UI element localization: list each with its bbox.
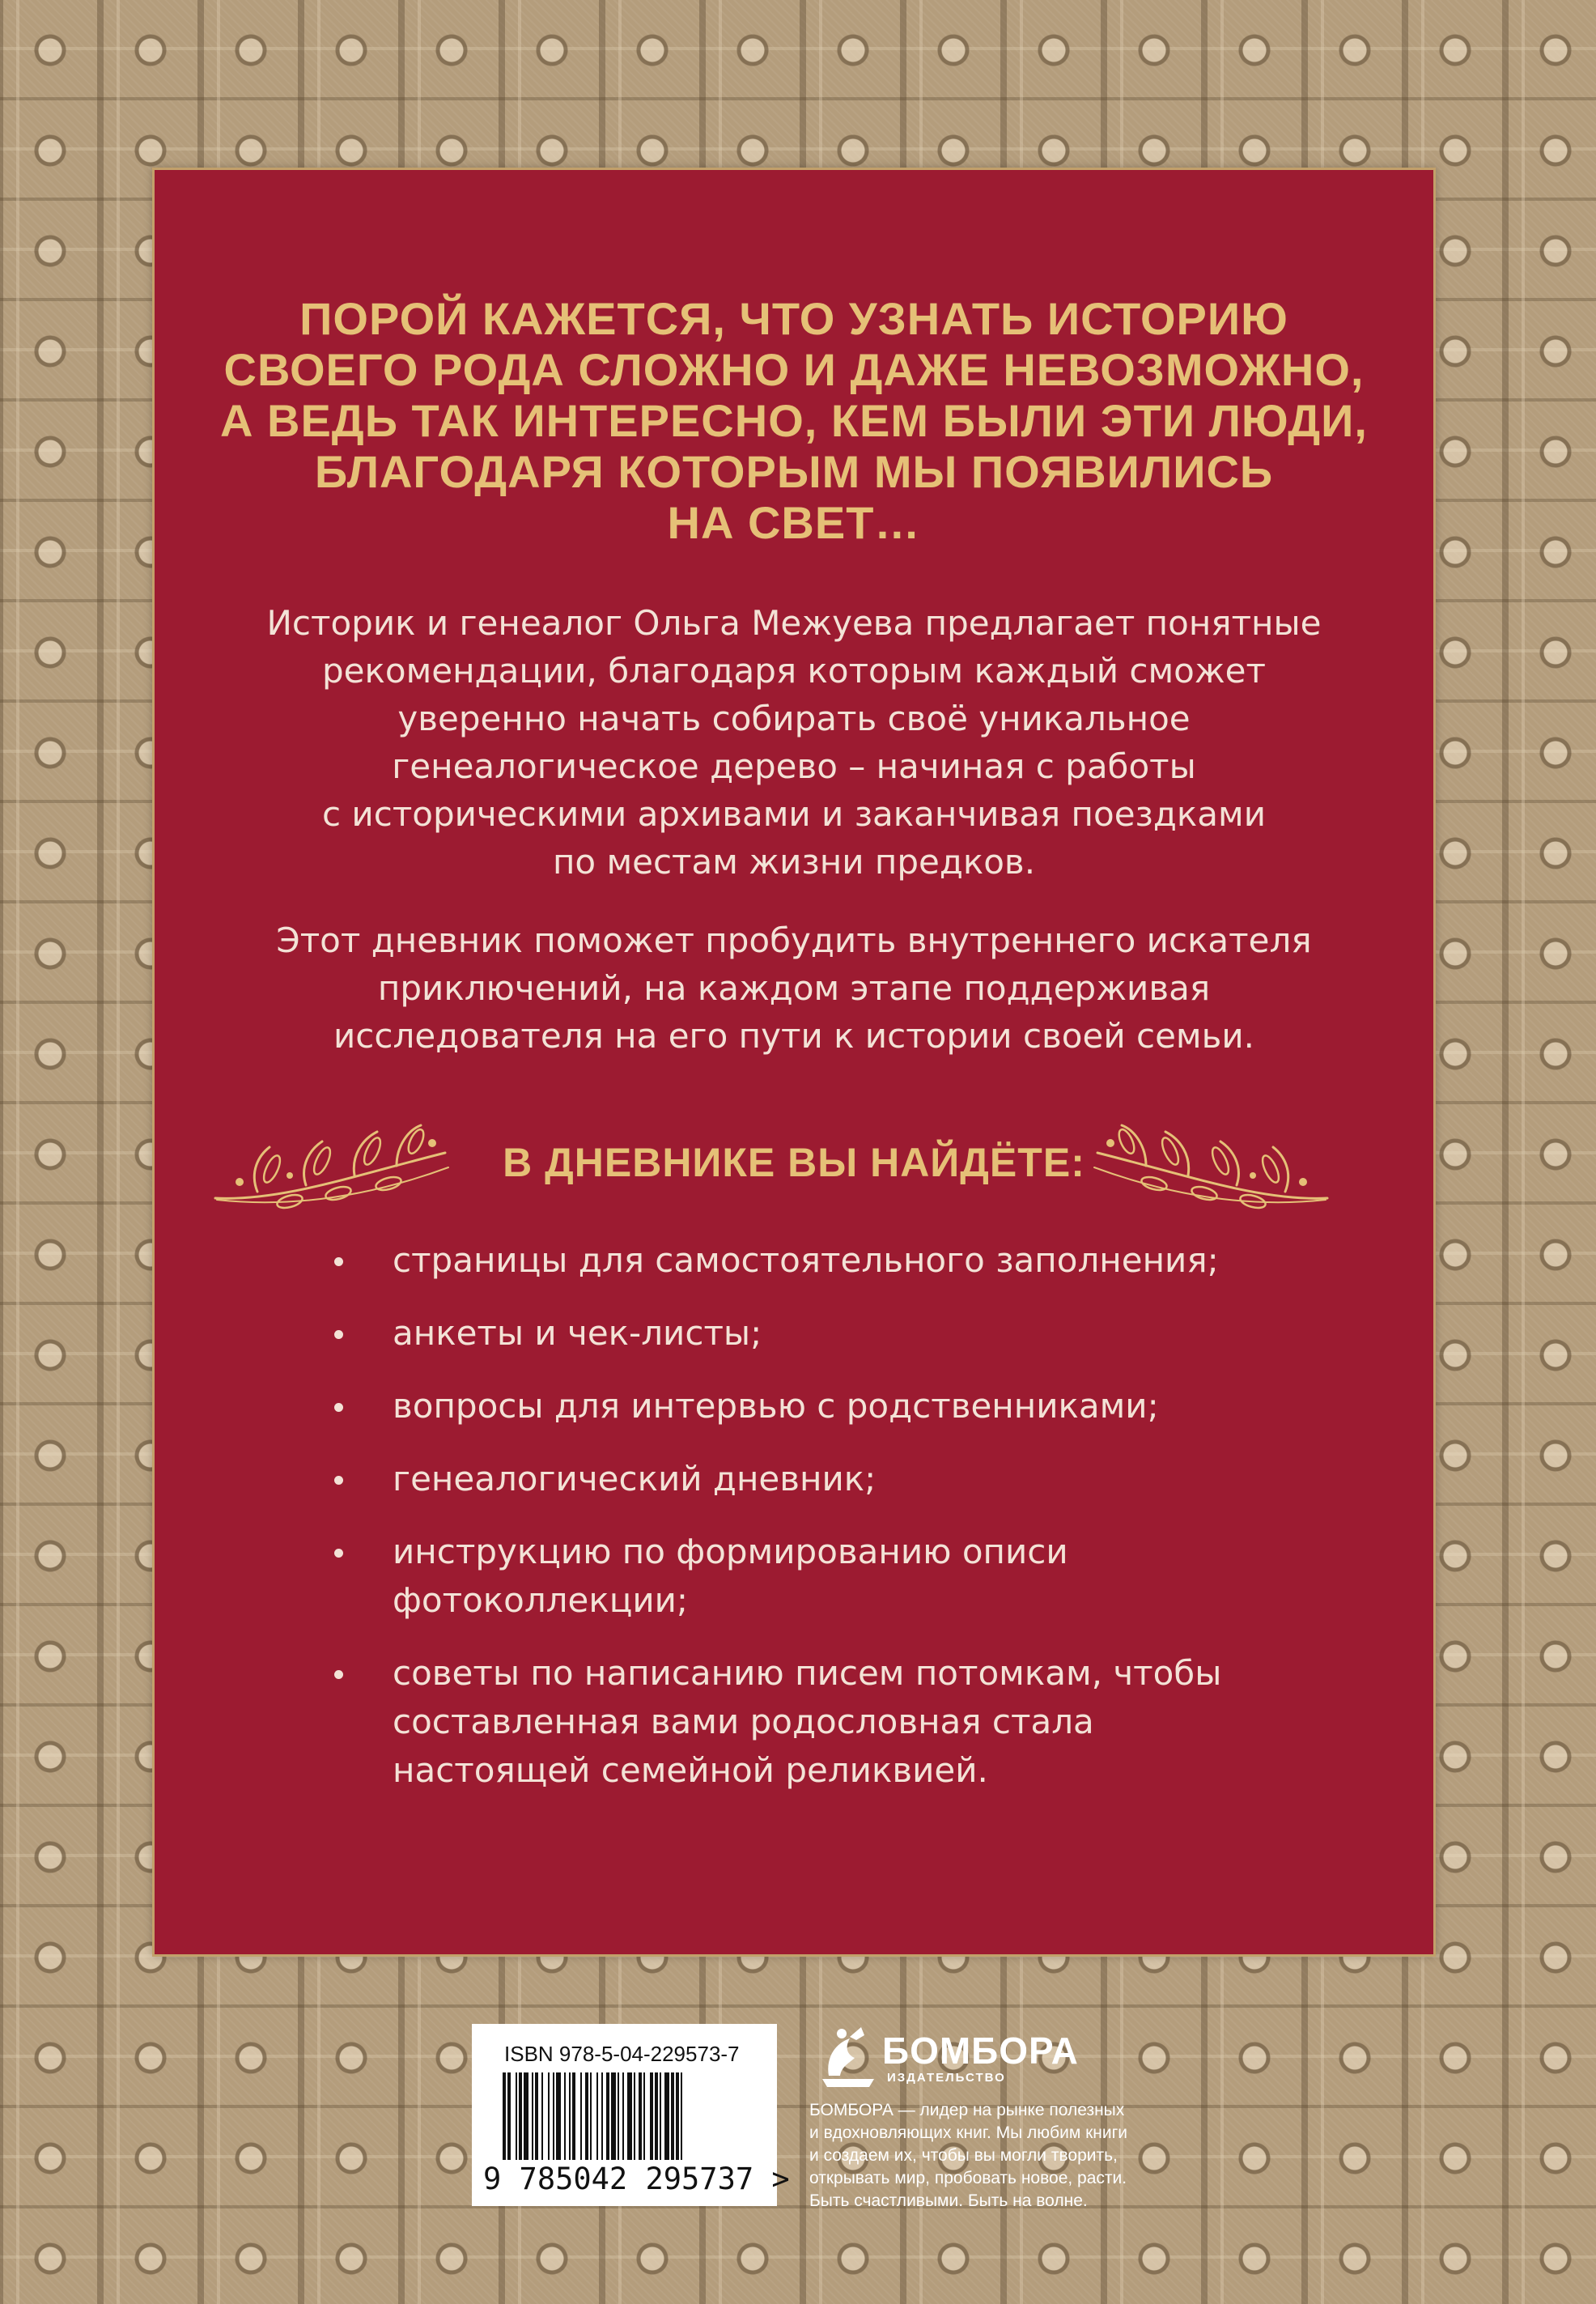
publisher-logo [817,2022,1079,2090]
paragraph-line: приключений, на каждом этапе поддерживая [377,968,1211,1008]
publisher-description-line: и создаем их, чтобы вы могли творить, [809,2146,1118,2165]
paragraph-line: рекомендации, благодаря которым каждый сможет [322,651,1266,691]
list-item-line: настоящей семейной реликвией. [393,1750,988,1790]
list-item-line: вопросы для интервью с родственниками; [393,1386,1159,1426]
intro-line: СВОЕГО РОДА СЛОЖНО И ДАЖЕ НЕВОЗМОЖНО, [223,344,1365,395]
publisher-name: БОМБОРА [882,2030,1079,2072]
publisher-description-line: открывать мир, пробовать новое, расти. [809,2169,1127,2187]
description-paragraph [152,599,1436,886]
purpose-paragraph [152,916,1436,1060]
list-item-line: анкеты и чек-листы; [393,1313,762,1353]
paragraph-line: генеалогическое дерево – начиная с работы [392,746,1196,786]
list-item-line: страницы для самостоятельного заполнения; [393,1240,1219,1280]
list-item [334,1528,1386,1625]
intro-line: БЛАГОДАРЯ КОТОРЫМ МЫ ПОЯВИЛИСЬ [314,446,1274,497]
paragraph-line: исследователя на его пути к истории своей семьи. [333,1016,1254,1056]
publisher-subtitle: ИЗДАТЕЛЬСТВО [887,2071,1006,2085]
list-item-line: генеалогический дневник; [393,1459,877,1498]
list-item-line: советы по написанию писем потомкам, чтобы [393,1653,1222,1693]
paragraph-line: Этот дневник поможет пробудить внутреннего искателя [276,920,1312,960]
section-heading-row [152,1111,1436,1224]
paragraph-line: уверенно начать собирать своё уникальное [397,699,1191,738]
intro-line: НА СВЕТ… [667,497,921,548]
barcode-digits: 9 785042 295737 > [483,2162,790,2196]
paragraph-line: с историческими архивами и заканчивая поездками [321,794,1266,834]
bombora-logo-icon [817,2022,879,2090]
list-item-line: фотоколлекции; [393,1580,689,1620]
red-text-panel [152,168,1436,1957]
laurel-sprig-icon [1091,1111,1334,1224]
intro-headline [152,293,1436,548]
features-list [334,1236,1386,1819]
publisher-description-line: и вдохновляющих книг. Мы любим книги [809,2123,1127,2142]
isbn-barcode [472,2024,790,2206]
paragraph-line: по местам жизни предков. [552,842,1036,882]
paragraph-line: Историк и генеалог Ольга Межуева предлагает понятные [266,603,1322,643]
section-heading: В ДНЕВНИКЕ ВЫ НАЙДЁТЕ: [503,1140,1085,1185]
intro-line: А ВЕДЬ ТАК ИНТЕРЕСНО, КЕМ БЫЛИ ЭТИ ЛЮДИ, [220,395,1368,446]
publisher-description [809,2099,1214,2213]
list-item [334,1455,1386,1503]
intro-line: ПОРОЙ КАЖЕТСЯ, ЧТО УЗНАТЬ ИСТОРИЮ [299,293,1288,344]
list-item [334,1236,1386,1285]
publisher-description-line: Быть счастливыми. Быть на волне. [809,2191,1088,2210]
isbn-label: ISBN 978-5-04-229573-7 [504,2042,740,2066]
barcode-icon [503,2072,745,2160]
list-item-line: инструкцию по формированию описи [393,1532,1068,1571]
list-item-line: составленная вами родословная стала [393,1702,1094,1741]
list-item [334,1649,1386,1795]
list-item [334,1382,1386,1430]
list-item [334,1309,1386,1358]
publisher-description-line: БОМБОРА — лидер на рынке полезных [809,2101,1125,2119]
